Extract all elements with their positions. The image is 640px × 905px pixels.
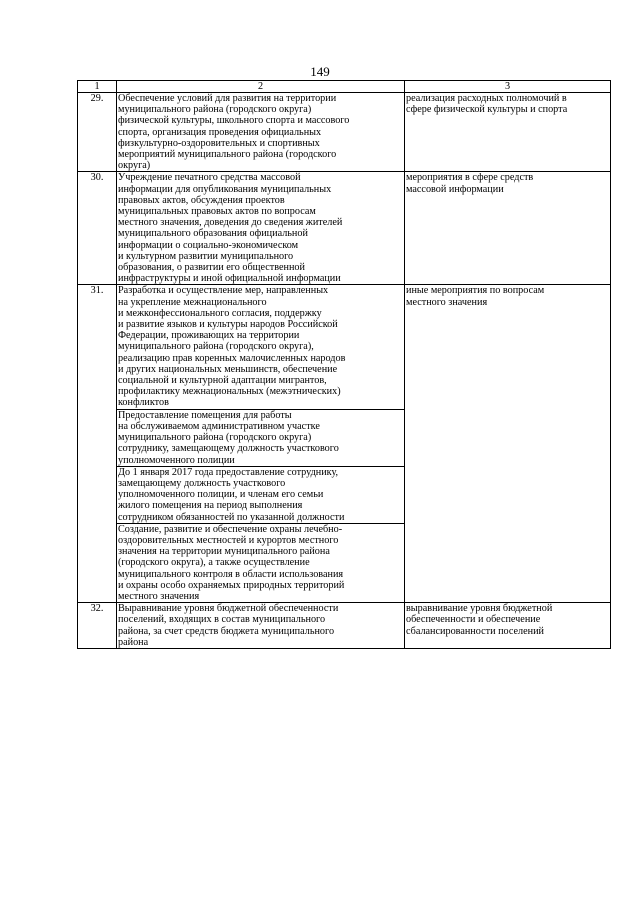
text-line: социальной и культурной адаптации мигрантов, [118,375,327,387]
text-line: информации для опубликования муниципальных [118,183,332,195]
table-header-row [78,81,611,93]
text-line: Выравнивание уровня бюджетной обеспеченности [118,603,339,615]
table-row [78,172,611,285]
text-line: значения на территории муниципального района [118,546,330,558]
power-description-cell [117,285,405,603]
header-cell-2: 2 [117,81,405,93]
text-line: оздоровительных местностей и курортов местного [118,534,339,546]
power-description-block [118,603,403,648]
table-row [78,285,611,603]
power-description-block [118,93,403,171]
row-number: 31. [78,285,117,603]
text-line: местного значения [118,590,200,602]
header-cell-1: 1 [78,81,117,93]
text-line: на обслуживаемом административном участке [118,420,320,432]
text-line: района [118,636,149,648]
expense-category-cell [405,93,611,172]
text-line: физической культуры, школьного спорта и массового [118,115,350,127]
text-line: профилактику межнациональных (межэтнических) [118,386,341,398]
text-line: спорта, организация проведения официальных [118,126,322,138]
text-line: сотрудником обязанностей по указанной должности [118,511,345,523]
text-line: реализацию прав коренных малочисленных народов [118,352,346,364]
power-description-block [117,467,404,524]
text-line: инфраструктуры и иной официальной информации [118,273,341,285]
text-line: До 1 января 2017 года предоставление сотруднику, [118,466,339,478]
expense-category-cell [405,172,611,285]
text-line: местного значения, доведения до сведения жителей [118,217,343,229]
text-line: конфликтов [118,397,169,409]
power-description-cell [117,93,405,172]
text-line: и межконфессионального согласия, поддержку [118,307,322,319]
text-line: физкультурно-оздоровительных и спортивных [118,137,320,149]
text-line: правовых актов, обсуждения проектов [118,194,285,206]
text-line: образования, о развитии его общественной [118,262,305,274]
text-line: и охраны особо охраняемых природных территорий [118,579,345,591]
text-line: иные мероприятия по вопросам [406,285,545,297]
text-line: (городского округа), а также осуществление [118,557,310,569]
table-row [78,93,611,172]
text-line: уполномоченного полиции, и членам его семьи [118,489,324,501]
expense-category-cell [405,285,611,603]
row-number: 29. [78,93,117,172]
text-line: и культурном развитии муниципального [118,250,294,262]
header-cell-3: 3 [405,81,611,93]
text-line: массовой информации [406,183,504,195]
text-line: муниципального контроля в области использования [118,568,344,580]
text-line: муниципального образования официальной [118,228,308,240]
text-line: замещающему должность участкового [118,477,286,489]
text-line: муниципальных правовых актов по вопросам [118,206,316,218]
page-number: 149 [310,64,330,79]
text-line: мероприятия в сфере средств [406,172,534,184]
expense-category-cell [405,603,611,649]
text-line: муниципального района (городского округа), [118,341,314,353]
power-description-cell [117,172,405,285]
power-description-block [117,285,404,409]
row-number: 32. [78,603,117,649]
text-line: мероприятий муниципального района (городского [118,149,337,161]
text-line: местного значения [406,296,488,308]
text-line: муниципального района (городского округа) [118,432,312,444]
table-row [78,603,611,649]
text-line: муниципального района (городского округа) [118,104,312,116]
row-number: 30. [78,172,117,285]
power-description-block [118,172,403,284]
power-description-cell [117,603,405,649]
text-line: округа) [118,160,151,172]
text-line: на укрепление межнационального [118,296,267,308]
functions-table [77,80,611,649]
text-line: выравнивание уровня бюджетной [406,603,553,615]
text-line: и других национальных меньшинств, обеспечение [118,363,338,375]
text-line: обеспеченности и обеспечение [406,614,541,626]
power-description-block [117,524,404,602]
text-line: реализация расходных полномочий в [406,93,567,104]
text-line: Обеспечение условий для развития на территории [118,93,337,104]
text-line: Создание, развитие и обеспечение охраны лечебно- [118,523,343,535]
text-line: уполномоченного полиции [118,454,235,466]
text-line: Разработка и осуществление мер, направленных [118,285,329,297]
text-line: Предоставление помещения для работы [118,409,292,421]
text-line: и развитие языков и культуры народов Российской [118,319,338,331]
text-line: Федерации, проживающих на территории [118,330,300,342]
text-line: сфере физической культуры и спорта [406,104,568,116]
power-description-block [117,410,404,467]
text-line: Учреждение печатного средства массовой [118,172,301,184]
text-line: сотруднику, замещающему должность участкового [118,443,339,455]
text-line: сбалансированности поселений [406,625,545,637]
text-line: информации о социально-экономическом [118,239,299,251]
text-line: района, за счет средств бюджета муниципального [118,625,335,637]
text-line: жилого помещения на период выполнения [118,500,303,512]
text-line: поселений, входящих в состав муниципального [118,614,326,626]
